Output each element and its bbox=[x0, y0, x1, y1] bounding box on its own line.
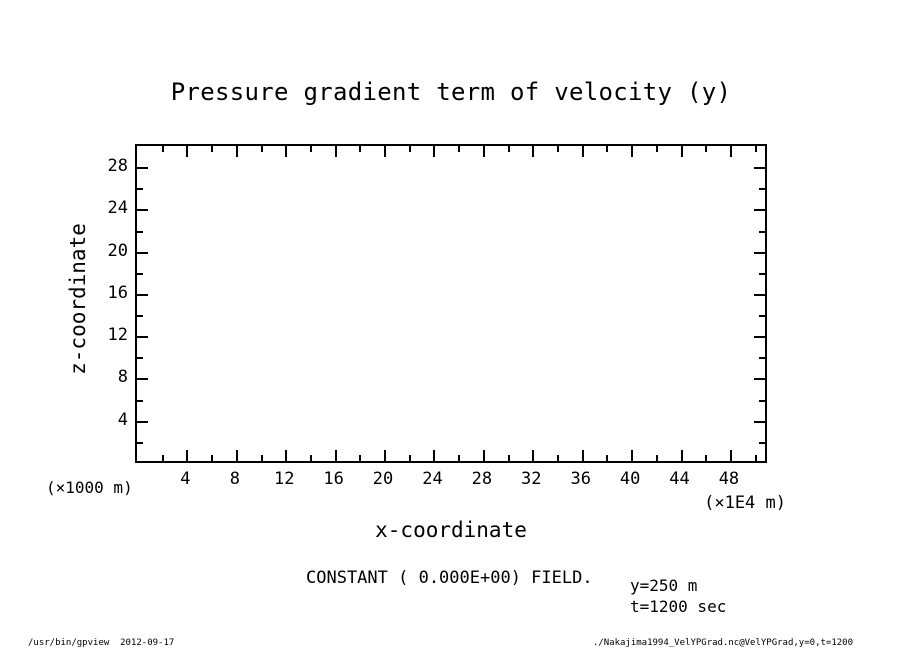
x-axis-tick bbox=[705, 455, 707, 461]
y-axis-tick-mirror bbox=[754, 378, 765, 380]
x-axis-tick-mirror bbox=[582, 146, 584, 157]
x-axis-tick-mirror bbox=[631, 146, 633, 157]
y-tick-label: 20 bbox=[107, 240, 128, 261]
y-axis-tick bbox=[137, 336, 148, 338]
y-axis-tick bbox=[137, 315, 143, 317]
x-axis-tick-mirror bbox=[458, 146, 460, 152]
y-axis-tick-mirror bbox=[759, 273, 765, 275]
x-tick-label: 16 bbox=[323, 469, 344, 489]
x-axis-tick bbox=[186, 450, 188, 461]
y-axis-tick-mirror bbox=[759, 442, 765, 444]
x-axis-tick-mirror bbox=[681, 146, 683, 157]
x-axis-tick-mirror bbox=[532, 146, 534, 157]
y-axis-unit-label: (×1000 m) bbox=[46, 478, 133, 497]
x-axis-tick-mirror bbox=[730, 146, 732, 157]
y-axis-tick bbox=[137, 273, 143, 275]
x-axis-tick bbox=[483, 450, 485, 461]
x-tick-label: 28 bbox=[471, 469, 493, 489]
x-axis-tick-mirror bbox=[162, 146, 164, 152]
x-axis-tick bbox=[261, 455, 263, 461]
x-tick-label: 8 bbox=[229, 469, 240, 489]
x-axis-tick bbox=[656, 455, 658, 461]
x-tick-label: 48 bbox=[718, 469, 740, 489]
footer-command-and-date: /usr/bin/gpview 2012-09-17 bbox=[28, 638, 175, 648]
y-axis-tick-mirror bbox=[759, 315, 765, 317]
x-axis-tick bbox=[532, 450, 534, 461]
x-tick-label: 32 bbox=[521, 469, 542, 489]
y-axis-tick-mirror bbox=[759, 357, 765, 359]
x-axis-tick bbox=[335, 450, 337, 461]
y-tick-label: 16 bbox=[107, 282, 128, 303]
slice-info-y: y=250 m bbox=[630, 576, 698, 595]
x-axis-tick bbox=[582, 450, 584, 461]
constant-field-note: CONSTANT ( 0.000E+00) FIELD. bbox=[306, 568, 593, 588]
x-tick-label: 44 bbox=[669, 469, 690, 489]
x-tick-label: 4 bbox=[180, 469, 191, 489]
x-axis-tick-mirror bbox=[409, 146, 411, 152]
footer-data-source: ./Nakajima1994_VelYPGrad.nc@VelYPGrad,y=0,t=1200 bbox=[592, 638, 853, 648]
y-axis-title: z-coordinate bbox=[66, 223, 90, 375]
y-tick-label: 24 bbox=[107, 198, 128, 219]
x-axis-tick bbox=[211, 455, 213, 461]
y-tick-label: 28 bbox=[107, 156, 128, 177]
x-axis-tick bbox=[606, 455, 608, 461]
y-axis-tick bbox=[137, 357, 143, 359]
x-axis-tick bbox=[730, 450, 732, 461]
x-axis-tick bbox=[631, 450, 633, 461]
x-axis-tick-mirror bbox=[705, 146, 707, 152]
y-axis-tick-mirror bbox=[754, 252, 765, 254]
x-tick-label: 24 bbox=[422, 469, 443, 489]
x-axis-tick-mirror bbox=[310, 146, 312, 152]
x-axis-tick-mirror bbox=[236, 146, 238, 157]
y-axis-tick bbox=[137, 252, 148, 254]
x-axis-tick bbox=[285, 450, 287, 461]
y-axis-tick-mirror bbox=[754, 167, 765, 169]
y-axis-tick-mirror bbox=[759, 231, 765, 233]
y-axis-tick bbox=[137, 442, 143, 444]
x-axis-tick-mirror bbox=[285, 146, 287, 157]
x-axis-tick bbox=[557, 455, 559, 461]
y-axis-tick bbox=[137, 209, 148, 211]
x-axis-tick-mirror bbox=[186, 146, 188, 157]
x-tick-label: 36 bbox=[570, 469, 591, 489]
x-axis-tick-mirror bbox=[483, 146, 485, 157]
x-axis-tick bbox=[458, 455, 460, 461]
x-axis-tick bbox=[681, 450, 683, 461]
x-axis-tick bbox=[384, 450, 386, 461]
x-tick-label: 40 bbox=[619, 469, 641, 489]
x-axis-tick-mirror bbox=[261, 146, 263, 152]
x-axis-tick-mirror bbox=[755, 146, 757, 152]
x-axis-tick-mirror bbox=[384, 146, 386, 157]
plot-title: Pressure gradient term of velocity (y) bbox=[170, 78, 732, 106]
x-axis-tick bbox=[162, 455, 164, 461]
x-axis-tick-mirror bbox=[433, 146, 435, 157]
y-axis-tick-mirror bbox=[759, 188, 765, 190]
x-axis-tick-mirror bbox=[508, 146, 510, 152]
x-axis-title: x-coordinate bbox=[375, 518, 527, 542]
x-tick-label: 12 bbox=[273, 469, 295, 489]
x-axis-tick-mirror bbox=[656, 146, 658, 152]
x-tick-label: 20 bbox=[372, 469, 394, 489]
x-axis-tick-mirror bbox=[557, 146, 559, 152]
x-axis-tick bbox=[755, 455, 757, 461]
y-tick-label: 12 bbox=[107, 325, 128, 346]
x-axis-tick bbox=[409, 455, 411, 461]
y-axis-tick-mirror bbox=[754, 294, 765, 296]
x-axis-tick-mirror bbox=[359, 146, 361, 152]
y-tick-label: 4 bbox=[117, 409, 128, 430]
y-tick-label: 8 bbox=[117, 367, 128, 388]
x-axis-tick bbox=[359, 455, 361, 461]
plot-frame bbox=[135, 144, 767, 463]
y-axis-tick-mirror bbox=[754, 336, 765, 338]
x-axis-tick-mirror bbox=[211, 146, 213, 152]
y-axis-tick bbox=[137, 231, 143, 233]
y-axis-tick bbox=[137, 400, 143, 402]
x-axis-tick bbox=[310, 455, 312, 461]
y-axis-tick bbox=[137, 421, 148, 423]
y-axis-tick bbox=[137, 294, 148, 296]
y-axis-tick-mirror bbox=[754, 421, 765, 423]
y-axis-tick-mirror bbox=[754, 209, 765, 211]
y-axis-tick-mirror bbox=[759, 400, 765, 402]
x-axis-tick-mirror bbox=[335, 146, 337, 157]
y-axis-tick bbox=[137, 167, 148, 169]
x-axis-tick-mirror bbox=[606, 146, 608, 152]
y-axis-tick bbox=[137, 188, 143, 190]
x-axis-tick bbox=[433, 450, 435, 461]
x-axis-unit-label: (×1E4 m) bbox=[704, 493, 786, 513]
y-axis-tick bbox=[137, 378, 148, 380]
x-axis-tick bbox=[508, 455, 510, 461]
x-axis-tick bbox=[236, 450, 238, 461]
slice-info-t: t=1200 sec bbox=[630, 597, 727, 616]
